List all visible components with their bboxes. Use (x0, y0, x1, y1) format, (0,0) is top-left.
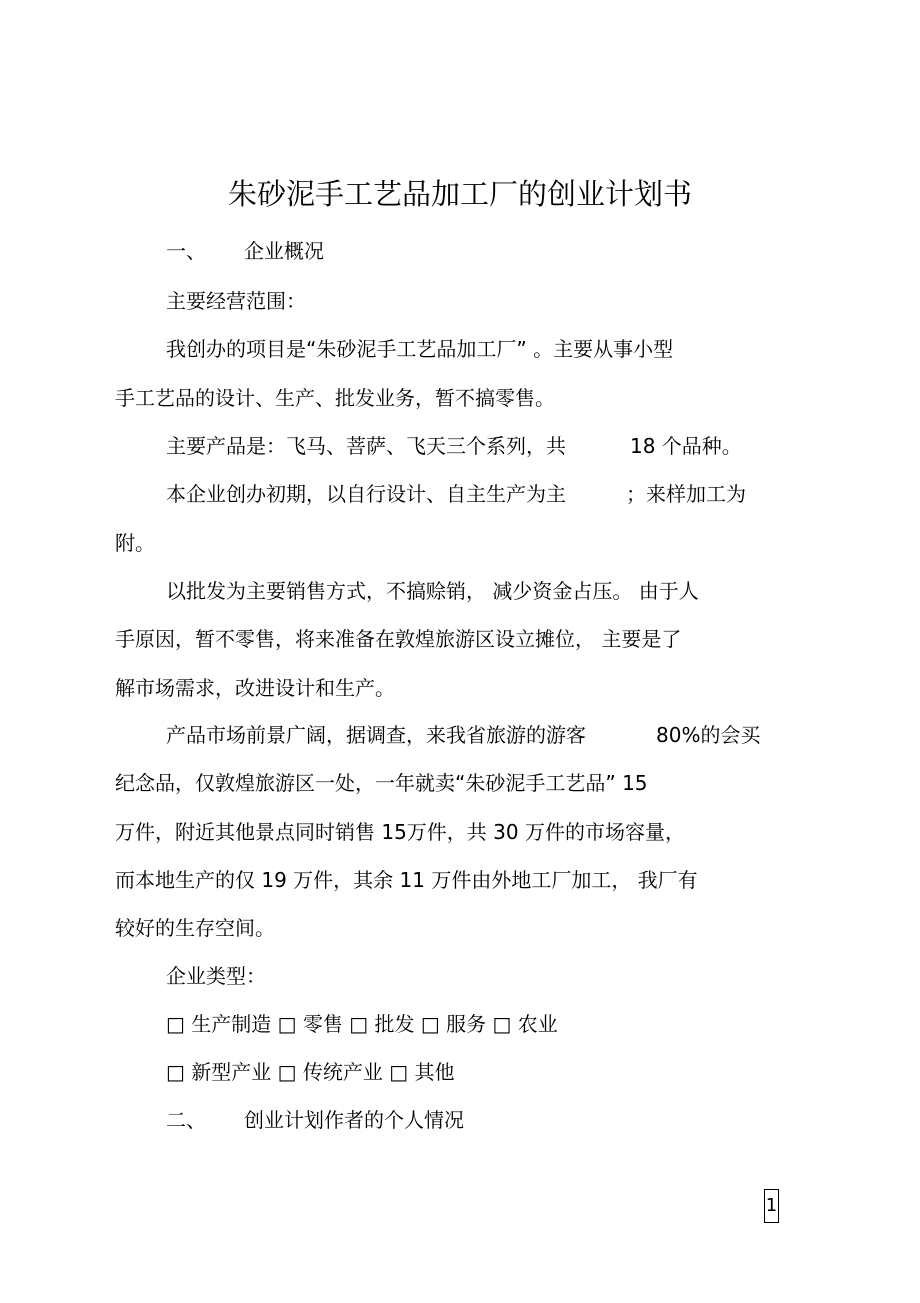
market-text-a: 产品市场前景广阔，据调查，来我省旅游的游客 (166, 723, 586, 747)
products-line (166, 431, 742, 461)
section-1-title: 企业概况 (244, 239, 324, 263)
enterprise-type-options-row-1: □ 生产制造 □ 零售 □ 批发 □ 服务 □ 农业 (166, 1012, 558, 1036)
products-text: 主要产品是：飞马、菩萨、飞天三个系列，共 (166, 434, 566, 458)
scope-label: 主要经营范围： (166, 289, 306, 313)
market-text-b: 80%的会买 (656, 723, 761, 747)
market-line-2: 纪念品，仅敦煌旅游区一处，一年就卖“朱砂泥手工艺品” 15 (115, 771, 648, 795)
document-title: 朱砂泥手工艺品加工厂的创业计划书 (227, 177, 692, 211)
market-line-5: 较好的生存空间。 (115, 916, 275, 940)
enterprise-type-options-row-2: □ 新型产业 □ 传统产业 □ 其他 (166, 1060, 455, 1084)
section-1-heading (166, 236, 324, 266)
section-2-heading (166, 1105, 464, 1135)
sales-line-3: 解市场需求，改进设计和生产。 (115, 676, 395, 700)
section-1-number: 一、 (166, 239, 206, 263)
section-2-title: 创业计划作者的个人情况 (244, 1108, 464, 1132)
section-2-number: 二、 (166, 1108, 206, 1132)
startup-text-a: 本企业创办初期，以自行设计、自主生产为主 (166, 482, 566, 506)
project-paragraph-line-1: 我创办的项目是“朱砂泥手工艺品加工厂” 。主要从事小型 (166, 337, 674, 361)
market-line-3: 万件，附近其他景点同时销售 15万件，共 30 万件的市场容量， (115, 820, 685, 844)
products-count: 18 个品种。 (630, 434, 742, 458)
enterprise-type-label: 企业类型： (166, 964, 266, 988)
startup-line-1 (166, 479, 746, 509)
market-line-4: 而本地生产的仅 19 万件，其余 11 万件由外地工厂加工， 我厂有 (115, 868, 698, 892)
startup-line-2: 附。 (115, 531, 155, 555)
market-line-1 (166, 720, 760, 750)
sales-line-1: 以批发为主要销售方式，不搞赊销， 减少资金占压。 由于人 (166, 579, 699, 603)
startup-text-b: ；来样加工为 (626, 482, 746, 506)
sales-line-2: 手原因，暂不零售，将来准备在敦煌旅游区设立摊位， 主要是了 (115, 627, 682, 651)
project-paragraph-line-2: 手工艺品的设计、生产、批发业务，暂不搞零售。 (115, 386, 555, 410)
page-number: 1 (764, 1189, 779, 1223)
